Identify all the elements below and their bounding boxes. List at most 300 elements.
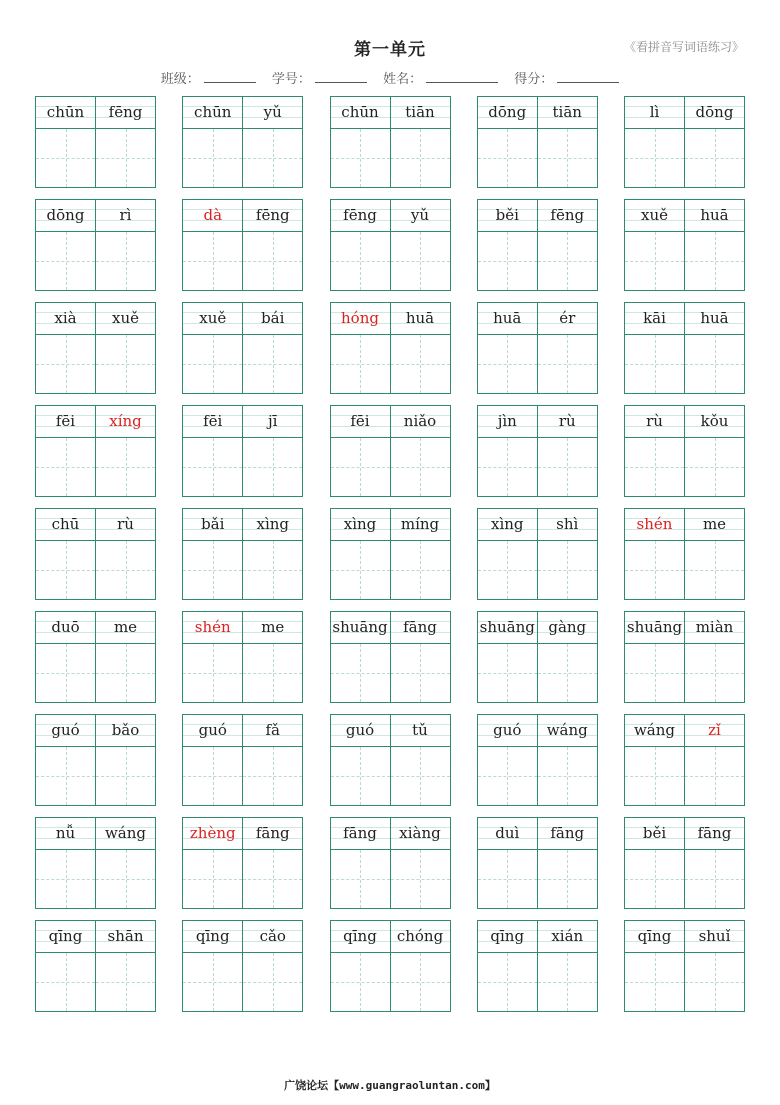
word-box [330,817,451,909]
writing-row [36,437,155,496]
writing-box[interactable] [331,129,390,187]
pinyin-row [478,715,597,746]
score-blank[interactable] [557,70,619,83]
writing-box[interactable] [183,438,242,496]
word-box [182,714,303,806]
writing-box[interactable] [36,335,95,393]
pinyin-row [36,406,155,437]
writing-box[interactable] [242,438,302,496]
writing-box[interactable] [478,232,537,290]
pinyin-row [183,509,302,540]
writing-box[interactable] [684,541,744,599]
word-box [330,199,451,291]
word-box [182,611,303,703]
writing-box[interactable] [390,953,450,1011]
word-box [330,405,451,497]
pinyin-syllable: fāng [242,818,302,849]
pinyin-syllable: fēng [343,206,377,224]
pinyin-syllable: fēi [55,412,76,430]
writing-box[interactable] [95,541,155,599]
pinyin-syllable: hóng [341,309,379,327]
writing-row [36,746,155,805]
pinyin-row [183,612,302,643]
writing-box[interactable] [95,335,155,393]
writing-box[interactable] [684,850,744,908]
pinyin-syllable: dà [203,206,223,224]
writing-row [478,437,597,496]
writing-row [478,540,597,599]
word-box [477,611,598,703]
pinyin-row [183,818,302,849]
writing-box[interactable] [183,541,242,599]
writing-box[interactable] [684,335,744,393]
writing-box[interactable] [242,953,302,1011]
word-box [182,199,303,291]
writing-row [331,128,450,187]
writing-row [183,437,302,496]
pinyin-syllable: xián [537,921,597,952]
pinyin-row [625,818,744,849]
pinyin-syllable: xuě [199,309,227,327]
pinyin-syllable: yǔ [242,97,302,128]
writing-box[interactable] [390,644,450,702]
writing-box[interactable] [183,335,242,393]
pinyin-row [331,303,450,334]
writing-row [331,746,450,805]
pinyin-syllable: fēi [350,412,370,430]
pinyin-syllable: gàng [537,612,597,643]
writing-box[interactable] [537,129,597,187]
writing-row [183,952,302,1011]
pinyin-syllable: qīng [637,927,672,945]
pinyin-syllable: huā [390,303,450,334]
writing-row [183,231,302,290]
writing-row [625,540,744,599]
pinyin-syllable: fāng [390,612,450,643]
writing-box[interactable] [684,953,744,1011]
writing-box[interactable] [242,850,302,908]
word-box [624,920,745,1012]
pinyin-syllable: duì [495,824,520,842]
word-box [477,405,598,497]
writing-box[interactable] [183,129,242,187]
score-label: 得分： [514,72,554,87]
pinyin-syllable: qīng [48,927,83,945]
pinyin-syllable: zhèng [189,824,236,842]
word-box [477,96,598,188]
pinyin-row [331,406,450,437]
pinyin-syllable: tiān [390,97,450,128]
word-box [477,199,598,291]
pinyin-syllable: fēng [95,97,155,128]
pinyin-syllable: jìn [497,412,517,430]
word-box [624,405,745,497]
pinyin-syllable: duō [51,618,80,636]
writing-row [183,746,302,805]
pinyin-row [331,715,450,746]
pinyin-syllable: guó [345,721,375,739]
student-number-field [272,68,367,87]
writing-row [625,746,744,805]
pinyin-row [625,406,744,437]
writing-row [478,952,597,1011]
pinyin-syllable: me [242,612,302,643]
writing-box[interactable] [537,850,597,908]
writing-row [625,231,744,290]
writing-box[interactable] [183,747,242,805]
pinyin-syllable: rù [537,406,597,437]
writing-box[interactable] [390,129,450,187]
writing-box[interactable] [684,129,744,187]
pinyin-row [331,509,450,540]
pinyin-syllable: xíng [95,406,155,437]
word-box [624,817,745,909]
writing-box[interactable] [331,953,390,1011]
pinyin-syllable: míng [390,509,450,540]
pinyin-syllable: tǔ [390,715,450,746]
name-label: 姓名： [383,72,423,87]
student-number-blank[interactable] [315,70,367,83]
pinyin-row [478,818,597,849]
word-box [330,96,451,188]
pinyin-syllable: fēng [537,200,597,231]
pinyin-row [36,303,155,334]
writing-row [183,334,302,393]
writing-row [36,540,155,599]
word-box [477,508,598,600]
pinyin-syllable: qīng [195,927,230,945]
pinyin-syllable: lì [649,103,660,121]
class-field [161,68,256,87]
pinyin-row [478,200,597,231]
pinyin-syllable: shì [537,509,597,540]
class-label: 班级： [160,72,200,87]
name-field [383,68,498,87]
pinyin-syllable: fāng [684,818,744,849]
pinyin-syllable: qīng [343,927,377,945]
writing-box[interactable] [95,438,155,496]
word-box [35,714,156,806]
writing-box[interactable] [684,644,744,702]
writing-box[interactable] [684,438,744,496]
word-grid [35,96,745,1012]
pinyin-syllable: nǚ [55,824,76,842]
writing-box[interactable] [95,747,155,805]
writing-box[interactable] [183,953,242,1011]
writing-box[interactable] [625,541,684,599]
pinyin-syllable: qīng [490,927,525,945]
pinyin-syllable: fǎ [242,715,302,746]
pinyin-row [478,921,597,952]
pinyin-row [625,715,744,746]
pinyin-syllable: dōng [488,103,527,121]
word-box [477,302,598,394]
writing-box[interactable] [478,850,537,908]
pinyin-row [625,97,744,128]
writing-box[interactable] [331,541,390,599]
pinyin-row [625,612,744,643]
pinyin-row [36,612,155,643]
pinyin-syllable: běi [495,206,519,224]
writing-box[interactable] [36,747,95,805]
pinyin-syllable: me [95,612,155,643]
pinyin-row [478,303,597,334]
pinyin-syllable: xìng [490,515,524,533]
writing-box[interactable] [95,953,155,1011]
writing-box[interactable] [390,850,450,908]
writing-box[interactable] [242,335,302,393]
pinyin-syllable: jī [242,406,302,437]
writing-row [625,334,744,393]
word-box [477,714,598,806]
pinyin-row [625,303,744,334]
writing-box[interactable] [36,541,95,599]
writing-box[interactable] [183,850,242,908]
pinyin-row [183,715,302,746]
writing-row [478,643,597,702]
writing-row [331,540,450,599]
pinyin-syllable: shān [95,921,155,952]
writing-row [183,128,302,187]
writing-box[interactable] [331,850,390,908]
pinyin-syllable: shuāng [332,618,388,636]
writing-row [36,849,155,908]
writing-box[interactable] [183,644,242,702]
student-number-label: 学号： [271,72,311,87]
writing-box[interactable] [478,438,537,496]
word-box [182,302,303,394]
writing-box[interactable] [36,438,95,496]
pinyin-syllable: shén [636,515,673,533]
pinyin-syllable: fāng [537,818,597,849]
writing-box[interactable] [390,747,450,805]
writing-row [331,849,450,908]
pinyin-syllable: chūn [46,103,85,121]
word-box [35,405,156,497]
pinyin-syllable: ér [537,303,597,334]
pinyin-syllable: chūn [194,103,232,121]
writing-box[interactable] [478,747,537,805]
writing-box[interactable] [478,335,537,393]
writing-box[interactable] [537,541,597,599]
writing-row [36,952,155,1011]
writing-row [36,334,155,393]
pinyin-syllable: bái [242,303,302,334]
pinyin-syllable: tiān [537,97,597,128]
writing-box[interactable] [537,438,597,496]
pinyin-syllable: xìng [343,515,377,533]
pinyin-syllable: shuāng [479,618,535,636]
writing-row [331,334,450,393]
word-box [35,817,156,909]
writing-box[interactable] [36,232,95,290]
writing-box[interactable] [331,644,390,702]
writing-box[interactable] [537,232,597,290]
pinyin-syllable: fēng [242,200,302,231]
pinyin-row [478,406,597,437]
pinyin-row [625,509,744,540]
score-field [514,68,619,87]
word-box [35,96,156,188]
pinyin-syllable: guó [198,721,227,739]
writing-box[interactable] [36,850,95,908]
pinyin-syllable: rì [95,200,155,231]
writing-box[interactable] [625,644,684,702]
pinyin-syllable: chūn [341,103,379,121]
writing-box[interactable] [625,438,684,496]
writing-box[interactable] [390,438,450,496]
pinyin-syllable: bǎi [201,515,225,533]
writing-box[interactable] [478,129,537,187]
word-box [330,714,451,806]
footer-text: 广饶论坛【www.guangraoluntan.com】 [284,1079,496,1092]
pinyin-syllable: rù [95,509,155,540]
pinyin-row [478,97,597,128]
pinyin-row [331,200,450,231]
writing-box[interactable] [331,232,390,290]
writing-box[interactable] [684,232,744,290]
writing-row [331,231,450,290]
writing-box[interactable] [478,644,537,702]
writing-row [625,437,744,496]
writing-row [478,746,597,805]
word-box [624,508,745,600]
pinyin-row [183,97,302,128]
word-box [477,817,598,909]
writing-row [36,643,155,702]
writing-row [331,437,450,496]
pinyin-row [478,509,597,540]
pinyin-row [478,612,597,643]
pinyin-syllable: xuě [641,206,668,224]
pinyin-row [625,921,744,952]
pinyin-syllable: xiàng [390,818,450,849]
pinyin-syllable: xuě [95,303,155,334]
writing-box[interactable] [242,644,302,702]
pinyin-syllable: fēi [203,412,223,430]
writing-box[interactable] [537,953,597,1011]
word-box [624,96,745,188]
writing-box[interactable] [478,541,537,599]
pinyin-row [36,818,155,849]
writing-box[interactable] [331,438,390,496]
writing-box[interactable] [390,335,450,393]
writing-box[interactable] [331,335,390,393]
pinyin-row [36,509,155,540]
writing-box[interactable] [537,644,597,702]
writing-box[interactable] [95,129,155,187]
word-box [182,96,303,188]
writing-box[interactable] [183,232,242,290]
writing-row [183,849,302,908]
writing-row [625,643,744,702]
writing-box[interactable] [390,232,450,290]
writing-row [36,231,155,290]
pinyin-syllable: wáng [95,818,155,849]
pinyin-syllable: wáng [633,721,676,739]
pinyin-syllable: guó [493,721,522,739]
word-box [624,199,745,291]
writing-box[interactable] [478,953,537,1011]
writing-box[interactable] [331,747,390,805]
word-box [35,302,156,394]
writing-box[interactable] [537,335,597,393]
pinyin-row [36,97,155,128]
word-box [624,611,745,703]
writing-box[interactable] [390,541,450,599]
writing-box[interactable] [242,747,302,805]
pinyin-syllable: běi [642,824,667,842]
writing-box[interactable] [36,644,95,702]
pinyin-syllable: guó [51,721,80,739]
pinyin-syllable: fāng [343,824,377,842]
pinyin-syllable: dōng [46,206,85,224]
writing-row [478,231,597,290]
writing-box[interactable] [625,747,684,805]
pinyin-syllable: cǎo [242,921,302,952]
pinyin-syllable: xià [54,309,77,327]
word-box [624,714,745,806]
writing-box[interactable] [36,953,95,1011]
pinyin-syllable: kāi [643,309,666,327]
name-blank[interactable] [426,70,498,83]
writing-box[interactable] [242,232,302,290]
pinyin-row [183,921,302,952]
word-box [35,508,156,600]
word-box [624,302,745,394]
writing-box[interactable] [242,129,302,187]
pinyin-row [331,612,450,643]
pinyin-row [36,200,155,231]
writing-box[interactable] [537,747,597,805]
pinyin-row [183,406,302,437]
pinyin-syllable: niǎo [390,406,450,437]
pinyin-row [36,715,155,746]
writing-row [183,540,302,599]
pinyin-syllable: shén [194,618,231,636]
writing-box[interactable] [625,953,684,1011]
word-box [182,817,303,909]
pinyin-syllable: zǐ [684,715,744,746]
pinyin-row [331,921,450,952]
writing-row [36,128,155,187]
word-box [477,920,598,1012]
word-box [35,199,156,291]
writing-box[interactable] [625,335,684,393]
pinyin-syllable: xìng [242,509,302,540]
writing-box[interactable] [242,541,302,599]
pinyin-syllable: huā [684,303,744,334]
writing-box[interactable] [625,850,684,908]
pinyin-syllable: huā [684,200,744,231]
writing-row [478,849,597,908]
writing-box[interactable] [95,850,155,908]
pinyin-syllable: rù [646,412,663,430]
writing-box[interactable] [625,232,684,290]
writing-box[interactable] [684,747,744,805]
class-blank[interactable] [204,70,256,83]
pinyin-syllable: miàn [684,612,744,643]
writing-row [331,952,450,1011]
writing-box[interactable] [625,129,684,187]
writing-box[interactable] [95,232,155,290]
pinyin-row [183,200,302,231]
pinyin-syllable: huā [493,309,522,327]
writing-box[interactable] [36,129,95,187]
pinyin-syllable: chóng [390,921,450,952]
pinyin-row [331,818,450,849]
writing-box[interactable] [95,644,155,702]
